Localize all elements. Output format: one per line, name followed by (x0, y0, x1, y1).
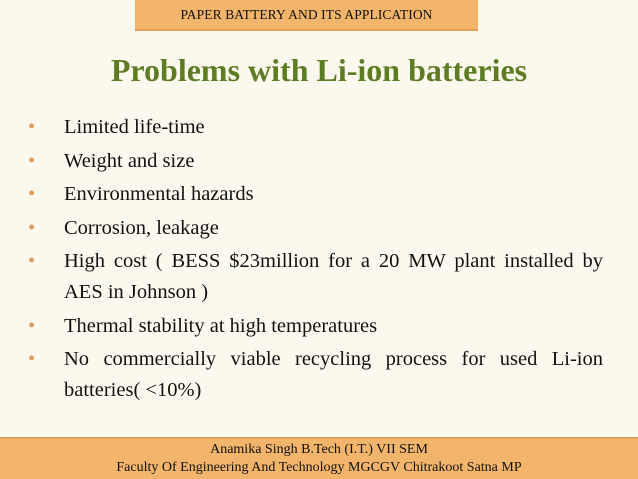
bullet-item (28, 179, 603, 210)
bullet-icon: • (28, 116, 36, 138)
bullet-icon: • (28, 149, 36, 172)
footer-institution: Faculty Of Engineering And Technology MGCGV Chitrakoot Satna MP (116, 460, 522, 475)
bullet-icon: • (28, 348, 36, 370)
bullet-icon: • (28, 216, 36, 239)
footer-author: Anamika Singh B.Tech (I.T.) VII SEM (210, 442, 428, 457)
bullet-icon: • (28, 314, 36, 337)
bullet-text: Environmental hazards (64, 183, 254, 205)
bullet-item (28, 213, 603, 244)
footer-band (0, 437, 638, 479)
bullet-text: Thermal stability at high temperatures (64, 314, 378, 337)
bullet-text: No commercially viable recycling process for used Li-ion batteries( <10%) (64, 348, 603, 401)
bullet-item (28, 246, 603, 308)
bullet-icon: • (28, 183, 36, 205)
bullet-text: Weight and size (64, 149, 195, 172)
bullet-list (28, 112, 603, 409)
bullet-item (28, 311, 603, 342)
bullet-text: Corrosion, leakage (64, 216, 219, 239)
bullet-item (28, 344, 603, 406)
bullet-icon: • (28, 250, 36, 272)
bullet-text: Limited life-time (64, 116, 205, 138)
bullet-text: High cost ( BESS $23million for a 20 MW plant installed by AES in Johnson ) (64, 250, 603, 303)
header-band (135, 0, 478, 31)
header-title: PAPER BATTERY AND ITS APPLICATION (180, 6, 433, 22)
bullet-item (28, 112, 603, 143)
slide-title: Problems with Li-ion batteries (110, 52, 528, 88)
bullet-item (28, 146, 603, 177)
